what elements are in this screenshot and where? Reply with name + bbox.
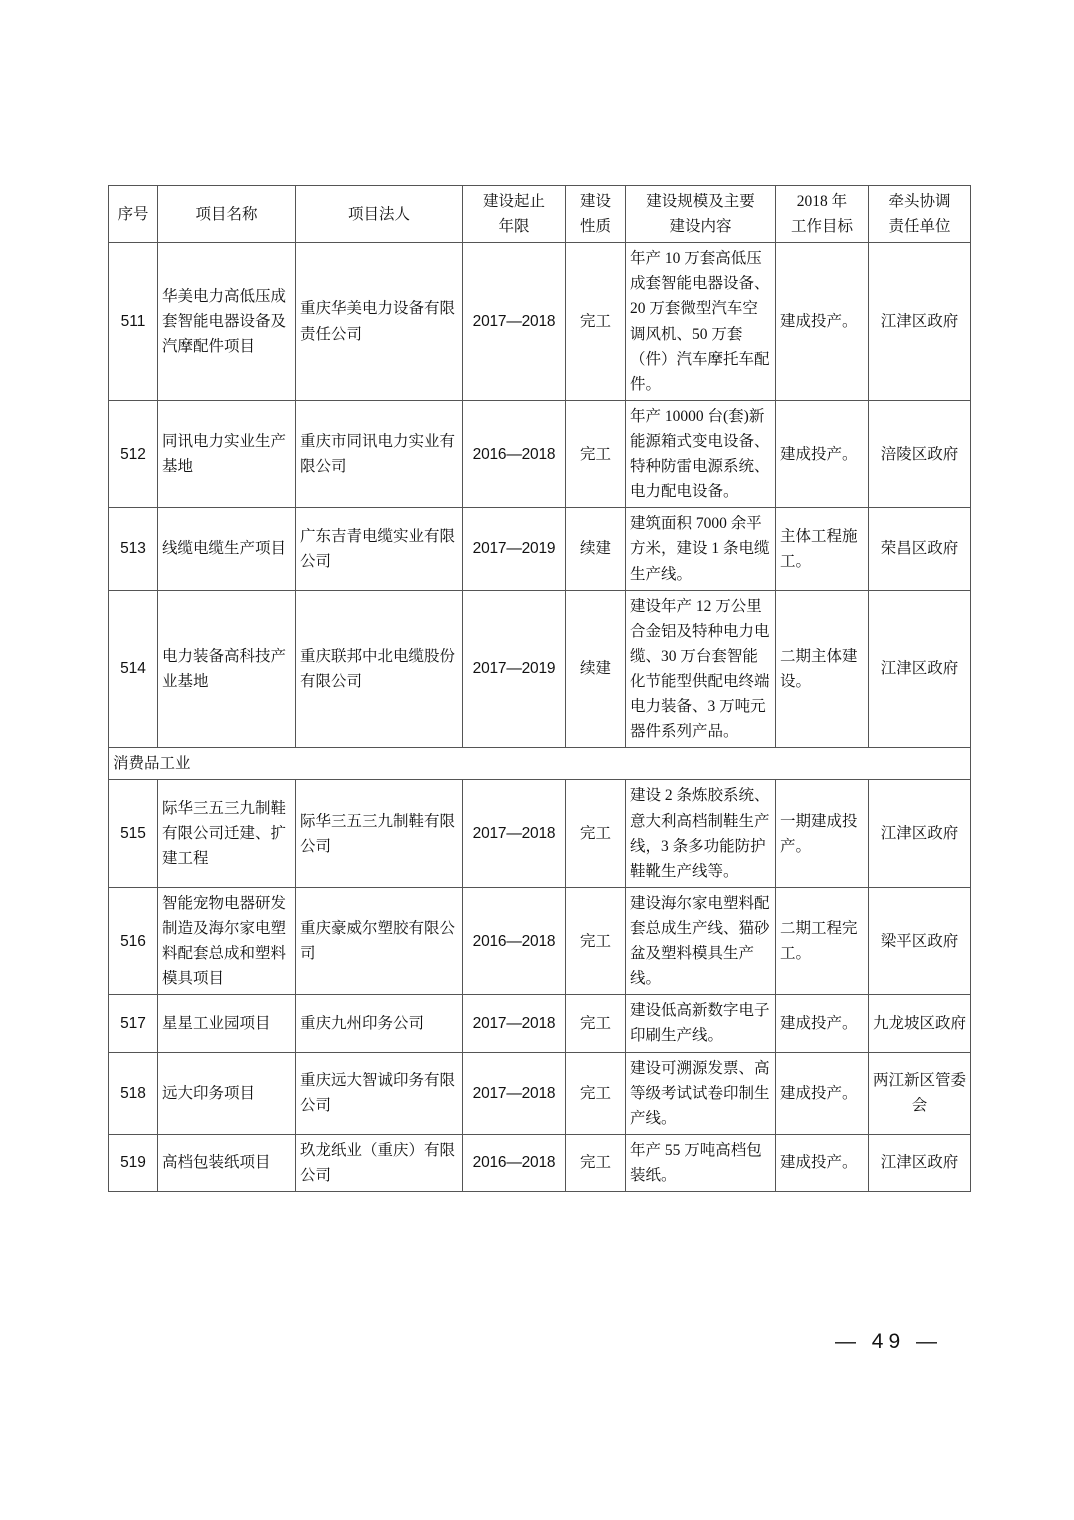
section-title: 消费品工业 bbox=[109, 748, 971, 780]
table-header-row bbox=[109, 186, 971, 243]
column-header-goal bbox=[776, 186, 869, 243]
cell-responsible-unit: 江津区政府 bbox=[869, 780, 971, 887]
column-header-term-line1: 建设起止 bbox=[482, 193, 545, 210]
table-row bbox=[109, 995, 971, 1052]
cell-responsible-unit: 江津区政府 bbox=[869, 590, 971, 748]
cell-construction-term: 2017—2018 bbox=[463, 243, 566, 401]
cell-construction-term: 2017—2019 bbox=[463, 508, 566, 590]
cell-scale-and-content: 年产 10000 台(套)新能源箱式变电设备、特种防雷电源系统、电力配电设备。 bbox=[626, 400, 776, 507]
column-header-term bbox=[463, 186, 566, 243]
cell-construction-term: 2017—2019 bbox=[463, 590, 566, 748]
cell-scale-and-content: 年产 10 万套高低压成套智能电器设备、20 万套微型汽车空调风机、50 万套（件）汽车摩托车配件。 bbox=[626, 243, 776, 401]
table-row bbox=[109, 400, 971, 507]
cell-2018-goal: 二期工程完工。 bbox=[776, 887, 869, 994]
cell-project-name: 线缆电缆生产项目 bbox=[158, 508, 296, 590]
column-header-project-name: 项目名称 bbox=[158, 186, 296, 243]
cell-project-name: 电力装备高科技产业基地 bbox=[158, 590, 296, 748]
cell-sequence-number: 515 bbox=[109, 780, 158, 887]
table-section-row bbox=[109, 748, 971, 780]
cell-project-name: 智能宠物电器研发制造及海尔家电塑料配套总成和塑料模具项目 bbox=[158, 887, 296, 994]
cell-construction-type: 完工 bbox=[566, 243, 626, 401]
cell-construction-term: 2017—2018 bbox=[463, 995, 566, 1052]
cell-2018-goal: 一期建成投产。 bbox=[776, 780, 869, 887]
cell-responsible-unit: 梁平区政府 bbox=[869, 887, 971, 994]
cell-legal-entity: 玖龙纸业（重庆）有限公司 bbox=[296, 1134, 463, 1191]
column-header-term-line2: 年限 bbox=[498, 218, 530, 236]
cell-2018-goal: 建成投产。 bbox=[776, 995, 869, 1052]
cell-responsible-unit: 荣昌区政府 bbox=[869, 508, 971, 590]
cell-construction-type: 完工 bbox=[566, 1134, 626, 1191]
page-number: — 49 — bbox=[834, 1330, 942, 1353]
table-row bbox=[109, 508, 971, 590]
cell-responsible-unit: 九龙坡区政府 bbox=[869, 995, 971, 1052]
cell-2018-goal: 建成投产。 bbox=[776, 1134, 869, 1191]
cell-legal-entity: 际华三五三九制鞋有限公司 bbox=[296, 780, 463, 887]
table-row bbox=[109, 1134, 971, 1191]
cell-legal-entity: 重庆华美电力设备有限责任公司 bbox=[296, 243, 463, 401]
table-row bbox=[109, 243, 971, 401]
cell-scale-and-content: 建筑面积 7000 余平方米，建设 1 条电缆生产线。 bbox=[626, 508, 776, 590]
cell-legal-entity: 重庆豪威尔塑胶有限公司 bbox=[296, 887, 463, 994]
cell-sequence-number: 511 bbox=[109, 243, 158, 401]
column-header-type-line2: 性质 bbox=[579, 218, 611, 236]
cell-project-name: 华美电力高低压成套智能电器设备及汽摩配件项目 bbox=[158, 243, 296, 401]
cell-sequence-number: 514 bbox=[109, 590, 158, 748]
cell-project-name: 际华三五三九制鞋有限公司迁建、扩建工程 bbox=[158, 780, 296, 887]
table-header bbox=[109, 186, 971, 243]
cell-scale-and-content: 建设海尔家电塑料配套总成生产线、猫砂盆及塑料模具生产线。 bbox=[626, 887, 776, 994]
cell-sequence-number: 519 bbox=[109, 1134, 158, 1191]
cell-scale-and-content: 年产 55 万吨高档包装纸。 bbox=[626, 1134, 776, 1191]
cell-construction-type: 完工 bbox=[566, 780, 626, 887]
cell-construction-type: 完工 bbox=[566, 1052, 626, 1134]
column-header-scale bbox=[626, 186, 776, 243]
column-header-unit-line1: 牵头协调 bbox=[888, 193, 951, 210]
table-row bbox=[109, 887, 971, 994]
table-body bbox=[109, 243, 971, 1192]
cell-legal-entity: 重庆市同讯电力实业有限公司 bbox=[296, 400, 463, 507]
column-header-goal-line2: 工作目标 bbox=[790, 218, 853, 236]
cell-responsible-unit: 两江新区管委会 bbox=[869, 1052, 971, 1134]
cell-2018-goal: 建成投产。 bbox=[776, 400, 869, 507]
cell-construction-type: 完工 bbox=[566, 995, 626, 1052]
cell-responsible-unit: 江津区政府 bbox=[869, 1134, 971, 1191]
cell-sequence-number: 516 bbox=[109, 887, 158, 994]
cell-2018-goal: 建成投产。 bbox=[776, 243, 869, 401]
cell-scale-and-content: 建设低高新数字电子印刷生产线。 bbox=[626, 995, 776, 1052]
cell-2018-goal: 二期主体建设。 bbox=[776, 590, 869, 748]
column-header-legal-entity: 项目法人 bbox=[296, 186, 463, 243]
cell-legal-entity: 重庆联邦中北电缆股份有限公司 bbox=[296, 590, 463, 748]
column-header-type bbox=[566, 186, 626, 243]
project-list-table bbox=[108, 185, 971, 1192]
column-header-unit-line2: 责任单位 bbox=[888, 218, 951, 236]
column-header-scale-line1: 建设规模及主要 bbox=[646, 193, 755, 210]
cell-project-name: 星星工业园项目 bbox=[158, 995, 296, 1052]
cell-responsible-unit: 江津区政府 bbox=[869, 243, 971, 401]
cell-2018-goal: 主体工程施工。 bbox=[776, 508, 869, 590]
cell-construction-type: 续建 bbox=[566, 590, 626, 748]
cell-scale-and-content: 建设年产 12 万公里合金铝及特种电力电缆、30 万台套智能化节能型供配电终端电力装备、3 万吨元器件系列产品。 bbox=[626, 590, 776, 748]
cell-legal-entity: 广东吉青电缆实业有限公司 bbox=[296, 508, 463, 590]
cell-2018-goal: 建成投产。 bbox=[776, 1052, 869, 1134]
column-header-type-line1: 建设 bbox=[579, 193, 611, 210]
cell-construction-term: 2016—2018 bbox=[463, 400, 566, 507]
cell-construction-term: 2016—2018 bbox=[463, 1134, 566, 1191]
table-row bbox=[109, 1052, 971, 1134]
cell-legal-entity: 重庆九州印务公司 bbox=[296, 995, 463, 1052]
cell-sequence-number: 512 bbox=[109, 400, 158, 507]
cell-sequence-number: 513 bbox=[109, 508, 158, 590]
table-row bbox=[109, 780, 971, 887]
cell-responsible-unit: 涪陵区政府 bbox=[869, 400, 971, 507]
cell-sequence-number: 517 bbox=[109, 995, 158, 1052]
cell-construction-term: 2017—2018 bbox=[463, 1052, 566, 1134]
cell-sequence-number: 518 bbox=[109, 1052, 158, 1134]
cell-scale-and-content: 建设可溯源发票、高等级考试试卷印制生产线。 bbox=[626, 1052, 776, 1134]
cell-project-name: 高档包装纸项目 bbox=[158, 1134, 296, 1191]
cell-project-name: 同讯电力实业生产基地 bbox=[158, 400, 296, 507]
cell-construction-term: 2016—2018 bbox=[463, 887, 566, 994]
column-header-seq: 序号 bbox=[109, 186, 158, 243]
cell-construction-type: 完工 bbox=[566, 400, 626, 507]
cell-project-name: 远大印务项目 bbox=[158, 1052, 296, 1134]
cell-construction-type: 完工 bbox=[566, 887, 626, 994]
column-header-goal-line1: 2018 年 bbox=[796, 193, 848, 210]
table-row bbox=[109, 590, 971, 748]
cell-scale-and-content: 建设 2 条炼胶系统、意大利高档制鞋生产线，3 条多功能防护鞋靴生产线等。 bbox=[626, 780, 776, 887]
column-header-scale-line2: 建设内容 bbox=[669, 218, 732, 236]
cell-legal-entity: 重庆远大智诚印务有限公司 bbox=[296, 1052, 463, 1134]
cell-construction-term: 2017—2018 bbox=[463, 780, 566, 887]
column-header-unit bbox=[869, 186, 971, 243]
cell-construction-type: 续建 bbox=[566, 508, 626, 590]
